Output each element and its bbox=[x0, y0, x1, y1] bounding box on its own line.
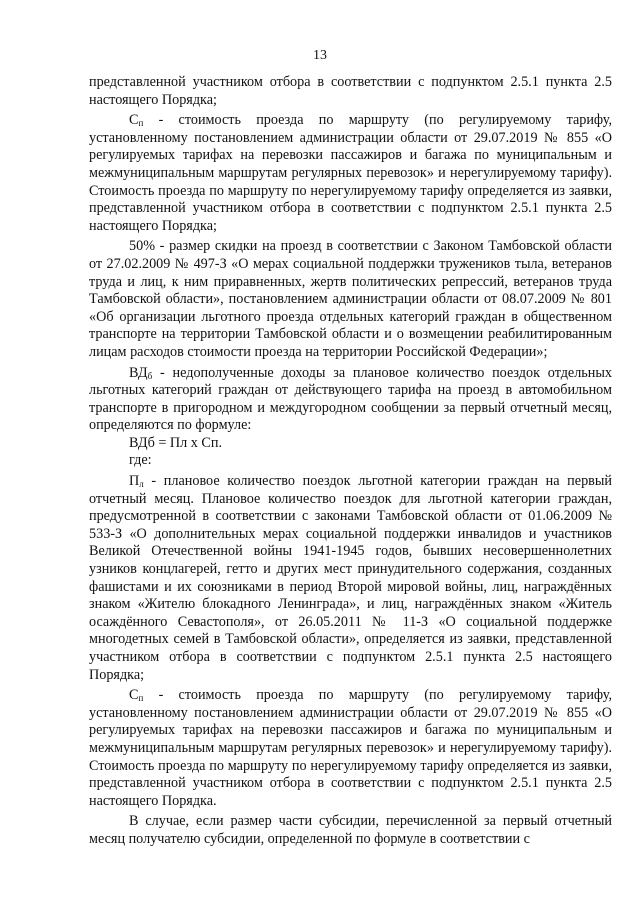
paragraph-continuation: представленной участником отбора в соответствии с подпунктом 2.5.1 пункта 2.5 настоящего Порядка; bbox=[89, 74, 612, 108]
where-label: где: bbox=[129, 452, 152, 469]
symbol-c-2-subscript: п bbox=[138, 693, 144, 704]
symbol-vd: ВД bbox=[129, 364, 148, 381]
paragraph-subsidy-case: В случае, если размер части субсидии, перечисленной за первый отчетный месяц получателю субсидии, определенной по формуле в соответствии с bbox=[89, 813, 612, 847]
paragraph-vdb-definition bbox=[89, 365, 612, 435]
pl-definition-text: - плановое количество поездок льготной категории граждан на первый отчетный месяц. Плановое количество поездок для льготной категории граждан, предусмотренной в соответствии с законами Тамбовской области от 01.06.2009 № 533-З «О дополнительных мерах социальной поддержки инвалидов и участников Великой Отечественной войны 1941-1945 годов, бывших несовершеннолетних узников концлагерей, гетто и других мест принудительного содержания, созданных фашистами и их союзниками в период Второй мировой войны, лиц, награждённых знаком «Жителю блокадного Ленинграда», и лиц, награждённых знаком «Житель осаждённого Севастополя», от 26.05.2011 № 11-З «О социальной поддержке многодетных семей в Тамбовской области», определяется из заявки, представленной участником отбора в соответствии с подпунктом 2.5.1 пункта 2.5 настоящего Порядка; bbox=[89, 473, 612, 683]
vdb-definition-text: - недополученные доходы за плановое количество поездок отдельных льготных категорий граждан от действующего тарифа на проезд в автомобильном транспорте в пригородном и междугородном сообщении за первый отчетный месяц, определяются по формуле: bbox=[89, 364, 612, 434]
formula: ВДб = Пл х Сп. bbox=[129, 434, 223, 451]
symbol-vd-subscript: б bbox=[147, 370, 153, 381]
cp-definition-text: - стоимость проезда по маршруту (по регулируемому тарифу, установленному постановлением администрации области от 29.07.2019 № 855 «О регулируемых тарифах на перевозки пассажиров и багажа по муниципальным и межмуниципальным маршрутам регулярных перевозок» и нерегулируемому тарифу). Стоимость проезда по маршруту по нерегулируемому тарифу определяется из заявки, представленной участником отбора в соответствии с подпунктом 2.5.1 пункта 2.5 настоящего Порядка; bbox=[89, 112, 612, 234]
symbol-p: П bbox=[129, 473, 140, 490]
page-number: 13 bbox=[313, 48, 327, 63]
symbol-c-2: С bbox=[129, 687, 139, 704]
symbol-c-subscript: п bbox=[138, 118, 144, 129]
paragraph-cp-definition-repeat bbox=[89, 687, 612, 810]
document-body bbox=[89, 74, 612, 849]
paragraph-pl-definition bbox=[89, 473, 612, 684]
paragraph-discount-definition: 50% - размер скидки на проезд в соответствии с Законом Тамбовской области от 27.02.2009 № 497-З «О мерах социальной поддержки тружеников тыла, ветеранов труда и лиц, к ним приравненных, жертв политических репрессий, ветеранов труда Тамбовской области», постановлением администрации области от 08.07.2009 № 801 «Об организации льготного проезда отдельных категорий граждан в общественном транспорте на территории Тамбовской области и о возмещении реабилитированным лицам расходов стоимости проезда на территории Российской Федерации»; bbox=[89, 238, 612, 360]
symbol-p-subscript: л bbox=[139, 479, 144, 490]
cp-definition-repeat-text: - стоимость проезда по маршруту (по регулируемому тарифу, установленному постановлением администрации области от 29.07.2019 № 855 «О регулируемых тарифах на перевозки пассажиров и багажа по муниципальным и межмуниципальным маршрутам регулярных перевозок» и нерегулируемому тарифу). Стоимость проезда по маршруту по нерегулируемому тарифу определяется из заявки, представленной участником отбора в соответствии с подпунктом 2.5.1 пункта 2.5 настоящего Порядка. bbox=[89, 687, 612, 809]
paragraph-cp-definition bbox=[89, 112, 612, 235]
symbol-c: С bbox=[129, 112, 139, 129]
